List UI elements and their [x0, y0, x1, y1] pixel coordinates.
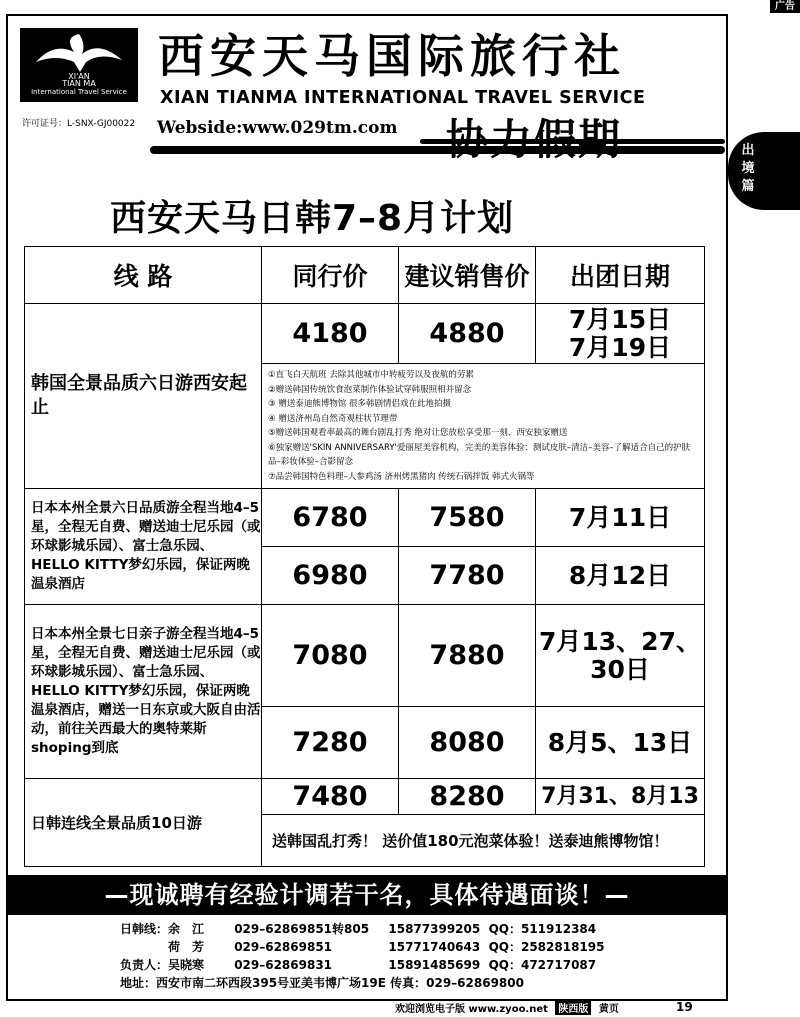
- header-departure-date: 出团日期: [536, 247, 705, 304]
- table-row: [25, 779, 705, 815]
- contact-row: 日韩线：余 江 029–62869851转805 15877399205 QQ：511912384: [120, 922, 597, 936]
- sale-price: 7880: [399, 605, 536, 707]
- sale-price: 8080: [399, 707, 536, 779]
- peer-price: 6780: [262, 489, 399, 547]
- brush-stroke: [150, 146, 725, 154]
- recruit-banner: —现诚聘有经验计调若干名，具体待遇面谈！—: [6, 875, 728, 915]
- peer-price: 7480: [262, 779, 399, 815]
- header-peer-price: 同行价: [262, 247, 399, 304]
- page-number: 19: [676, 1000, 693, 1014]
- route-korea: 韩国全景品质六日游西安起止: [25, 304, 262, 489]
- table-row: [25, 489, 705, 547]
- license-number: 许可证号：L-SNX-GJ00022: [22, 119, 136, 129]
- sale-price: 7780: [399, 547, 536, 605]
- company-logo: XI'AN TIAN MA International Travel Service: [20, 28, 138, 102]
- contact-block: [120, 920, 604, 992]
- edition-badge: 陕西版: [555, 1000, 591, 1015]
- table-row: [25, 605, 705, 707]
- departure-date: 7月11日: [536, 489, 705, 547]
- gift-note: 送韩国乱打秀！ 送价值180元泡菜体验！送泰迪熊博物馆！: [262, 815, 705, 867]
- slogan: 协力假期: [446, 115, 623, 164]
- price-table: [24, 246, 705, 867]
- contact-row: 负责人：吴晓寒 029–62869831 15891485699 QQ：472717087: [120, 958, 597, 972]
- address: 地址：西安市南二环西段395号亚美韦博广场19E 传真：029–62869800: [120, 976, 524, 990]
- company-name-en: XIAN TIANMA INTERNATIONAL TRAVEL SERVICE: [160, 88, 646, 108]
- route-japan-7day: 日本本州全景七日亲子游全程当地4–5星，全程无自费、赠送迪士尼乐园（或环球影城乐园）、富士急乐园、HELLO KITTY梦幻乐园，保证两晚温泉酒店，赠送一日东京或大阪自由活动，前往关西最大的奥特莱斯shoping到底: [25, 605, 262, 779]
- peer-price: 7080: [262, 605, 399, 707]
- horse-wing-icon: [34, 32, 124, 74]
- departure-date: 8月12日: [536, 547, 705, 605]
- section-tab: 出境篇: [728, 132, 800, 210]
- departure-date: 7月31、8月13: [536, 779, 705, 815]
- route-japan-korea: 日韩连线全景品质10日游: [25, 779, 262, 867]
- footer: 欢迎浏览电子版 www.zyoo.net 陕西版 黄页: [395, 1000, 619, 1015]
- header-sale-price: 建议销售价: [399, 247, 536, 304]
- departure-date: 7月15日 7月19日: [536, 304, 705, 364]
- website-link[interactable]: Webside:www.029tm.com: [157, 118, 398, 138]
- sale-price: 8280: [399, 779, 536, 815]
- peer-price: 4180: [262, 304, 399, 364]
- peer-price: 6980: [262, 547, 399, 605]
- contact-row: 荷 芳 029–62869851 15771740643 QQ：2582818195: [120, 940, 605, 954]
- departure-date: 8月5、13日: [536, 707, 705, 779]
- sale-price: 4880: [399, 304, 536, 364]
- peer-price: 7280: [262, 707, 399, 779]
- sale-price: 7580: [399, 489, 536, 547]
- header-route: 线 路: [25, 247, 262, 304]
- feature-list: ①直飞白天航班 去除其他城市中转疲劳以及夜航的劳累 ②赠送韩国传统饮食泡菜制作体验试穿韩服照相并留念 ③ 赠送泰迪熊博物馆 很多韩剧情侣戏在此地拍摄 ④ 赠送济州岛自然奇观柱状节理带 ⑤赠送韩国观看率最高的舞台剧乱打秀 绝对让您放松享受那一刻、西安独家赠送 ⑥独家赠送'SKIN ANNIVERSARY'爱丽屋美容机构，完美的美容体验：测试皮肤–清洁–美容–了解适合自己的护肤品–彩妆体验–合影留念 ⑦品尝韩国特色料理–人参鸡汤 济州烤黑猪肉 传统石锅拌饭 韩式火锅等: [262, 364, 705, 489]
- ad-tag: 广告: [770, 0, 800, 13]
- company-name-cn: 西安天马国际旅行社: [158, 29, 626, 83]
- departure-date: 7月13、27、30日: [536, 605, 705, 707]
- table-header-row: [25, 247, 705, 304]
- route-japan-6day: 日本本州全景六日品质游全程当地4–5星，全程无自费、赠送迪士尼乐园（或环球影城乐园）、富士急乐园、HELLO KITTY梦幻乐园，保证两晚温泉酒店: [25, 489, 262, 605]
- table-row: [25, 304, 705, 364]
- page-title: 西安天马日韩7–8月计划: [110, 198, 515, 239]
